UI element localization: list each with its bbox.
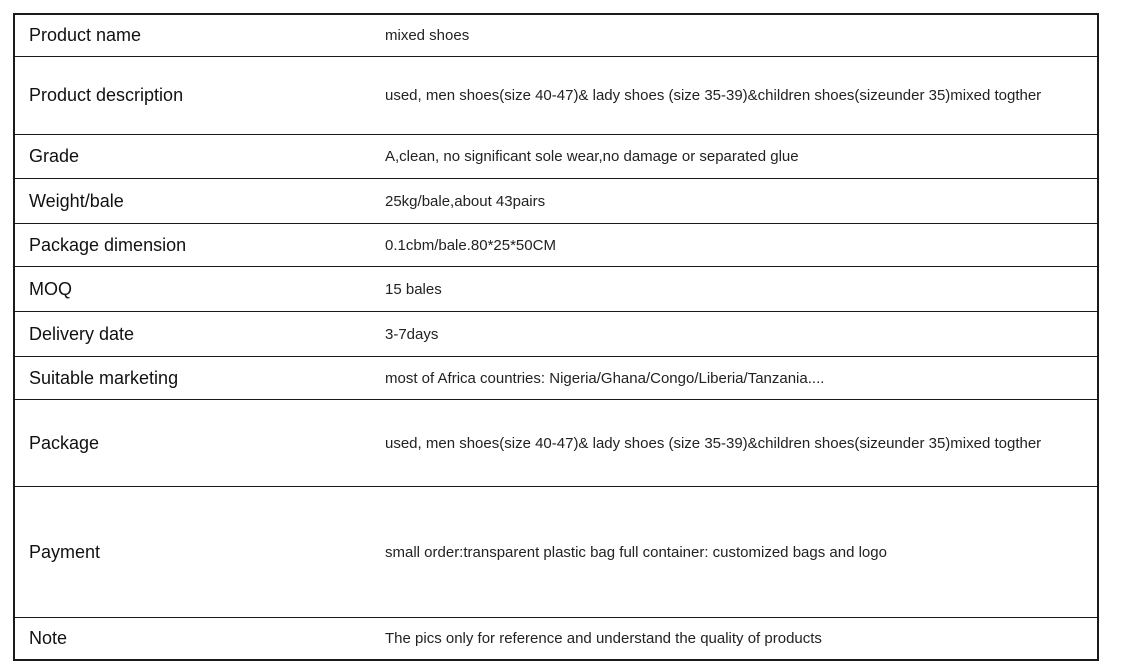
value-package-dimension: 0.1cbm/bale.80*25*50CM (385, 236, 556, 254)
row-package-dimension (15, 224, 1097, 267)
row-note (15, 618, 1097, 659)
row-product-name (15, 15, 1097, 57)
label-payment: Payment (29, 541, 101, 562)
value-package: used, men shoes(size 40-47)& lady shoes (size 35-39)&children shoes(sizeunder 35)mixed togther (385, 434, 1042, 452)
label-note: Note (29, 628, 68, 648)
product-spec-table (13, 13, 1099, 661)
value-note: The pics only for reference and understand the quality of products (385, 630, 822, 647)
label-suitable-marketing: Suitable marketing (29, 367, 179, 388)
value-payment: small order:transparent plastic bag full container: customized bags and logo (385, 543, 887, 561)
label-package: Package (29, 432, 100, 453)
value-suitable-marketing: most of Africa countries: Nigeria/Ghana/Congo/Liberia/Tanzania.... (385, 369, 825, 387)
label-product-name: Product name (29, 25, 142, 45)
value-grade: A,clean, no significant sole wear,no damage or separated glue (385, 148, 799, 165)
label-weight-bale: Weight/bale (29, 190, 124, 211)
value-product-name: mixed shoes (385, 27, 470, 44)
label-grade: Grade (29, 146, 80, 166)
value-delivery-date: 3-7days (385, 325, 439, 343)
value-product-description: used, men shoes(size 40-47)& lady shoes (size 35-39)&children shoes(sizeunder 35)mixed togther (385, 87, 1042, 104)
row-delivery-date (15, 312, 1097, 357)
label-product-description: Product description (29, 85, 184, 105)
value-moq: 15 bales (385, 280, 442, 298)
value-weight-bale: 25kg/bale,about 43pairs (385, 192, 546, 210)
row-product-description (15, 57, 1097, 135)
label-delivery-date: Delivery date (29, 323, 135, 344)
row-weight-bale (15, 179, 1097, 224)
row-suitable-marketing (15, 357, 1097, 400)
row-grade (15, 135, 1097, 179)
row-moq (15, 267, 1097, 312)
label-package-dimension: Package dimension (29, 234, 187, 255)
row-package (15, 400, 1097, 487)
row-payment (15, 487, 1097, 618)
label-moq: MOQ (29, 278, 72, 299)
